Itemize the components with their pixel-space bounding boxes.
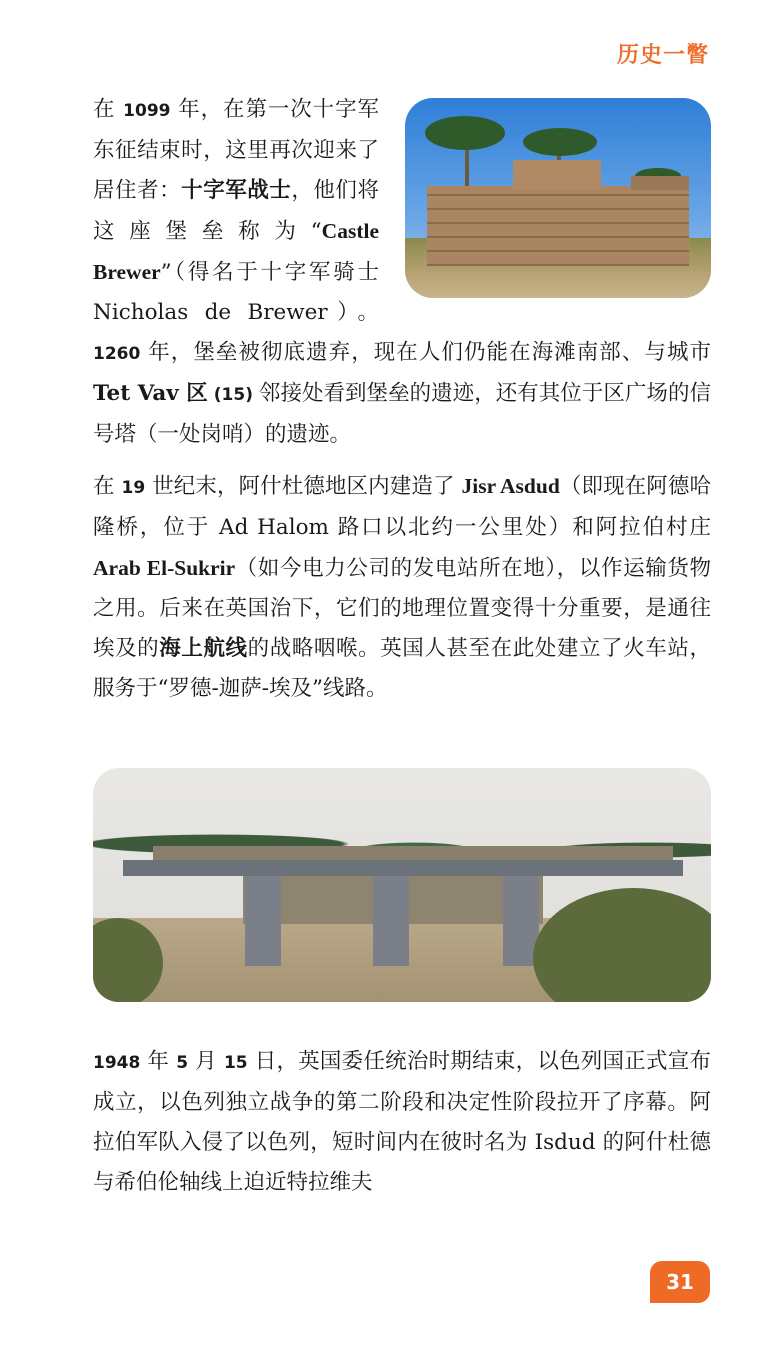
text: ，他们将这座堡垒称为“ <box>93 178 379 244</box>
paragraph-1948 <box>93 1042 711 1203</box>
bold-term: Jisr Asdud <box>461 474 560 498</box>
month: 5 <box>176 1053 189 1073</box>
bold-term: 海上航线 <box>159 636 248 661</box>
text: 世纪末，阿什杜德地区内建造了 <box>145 474 462 499</box>
map-reference: (15) <box>207 385 259 405</box>
bold-term: Tet Vav 区 <box>93 381 208 406</box>
bold-term: Arab El-Sukrir <box>93 556 236 580</box>
day: 15 <box>223 1053 248 1073</box>
bridge-pier <box>245 876 281 966</box>
stone-wall-right <box>631 176 689 190</box>
paragraph-19th-century <box>93 466 711 709</box>
text: 在 <box>93 97 124 122</box>
text: 年 <box>140 1049 177 1074</box>
stone-wall-tower <box>513 160 601 190</box>
text: 的战略咽喉。英国人甚至在此处建立了火车站，服务于“罗德-迦萨-埃及”线路。 <box>93 636 711 701</box>
century: 19 <box>121 478 146 498</box>
year: 1260 <box>93 344 141 364</box>
bold-term: 十字军战士 <box>181 178 292 203</box>
bridge-photo <box>93 768 711 1002</box>
bridge-pier <box>373 876 409 966</box>
bold-term: Castle Brewer <box>93 219 379 284</box>
text: 邻接处看到堡垒的遗迹，还有其位于区广场的信号塔（一处岗哨）的遗迹。 <box>93 381 711 447</box>
text: 年，堡垒被彻底遗弃，现在人们仍能在海滩南部、与城市 <box>140 340 711 365</box>
text: 月 <box>188 1049 224 1074</box>
paragraph-crusader-fortress <box>93 90 711 455</box>
year: 1948 <box>93 1053 141 1073</box>
year: 1099 <box>123 101 171 121</box>
text: 日，英国委任统治时期结束，以色列国正式宣布成立，以色列独立战争的第二阶段和决定性阶段拉开了序幕。阿拉伯军队入侵了以色列，短时间内在彼时名为 Isdud 的阿什杜德与希伯伦轴线上迫近特拉维夫 <box>93 1049 711 1195</box>
bridge-deck <box>123 860 683 876</box>
castle-ruins-photo <box>405 98 711 298</box>
bridge-railing <box>153 846 673 860</box>
text: 年，在第一次十字军东征结束时，这里再次迎来了居住者： <box>93 97 379 203</box>
palm-fronds <box>523 128 597 156</box>
palm-fronds <box>425 116 505 150</box>
page-number-badge: 31 <box>650 1261 710 1303</box>
text: ”（得名于十字军骑士 Nicholas de Brewer）。 <box>93 260 379 325</box>
text: （即现在阿德哈隆桥，位于 Ad Halom 路口以北约一公里处）和阿拉伯村庄 <box>93 474 712 540</box>
section-title: 历史一瞥 <box>616 42 709 68</box>
text: （如今电力公司的发电站所在地），以作运输货物之用。后来在英国治下，它们的地理位置变得十分重要，是通往埃及的 <box>93 556 711 661</box>
stone-wall <box>427 186 689 266</box>
text: 在 <box>93 474 122 499</box>
